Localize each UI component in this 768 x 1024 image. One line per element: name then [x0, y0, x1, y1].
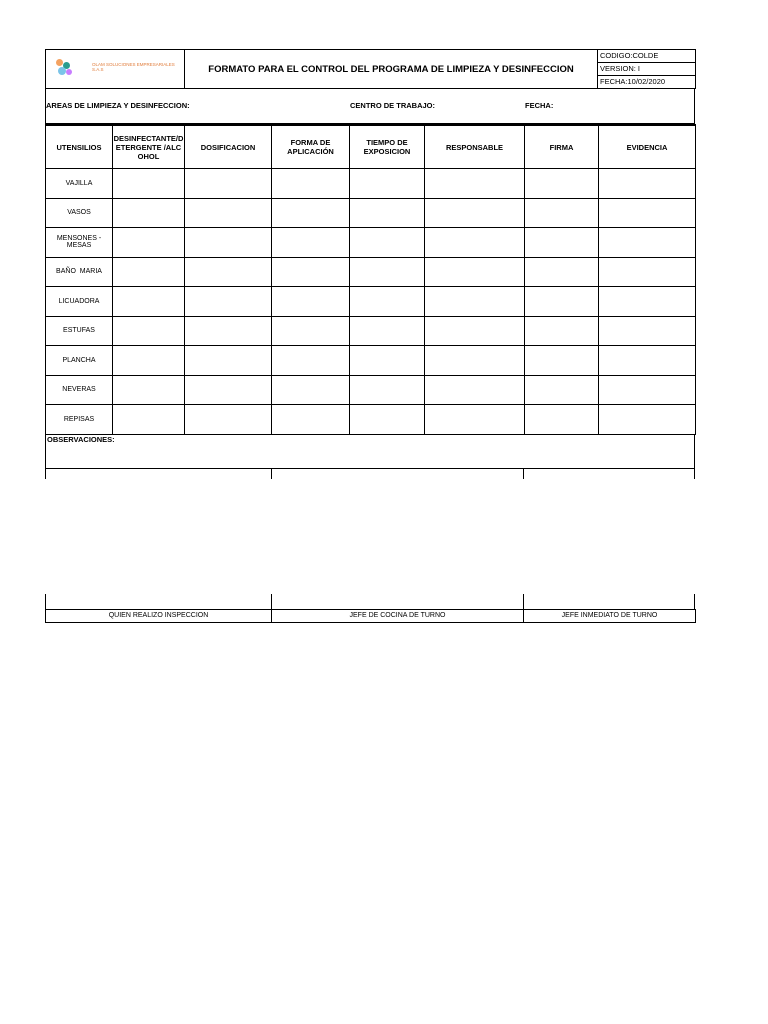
signature-label-chef: JEFE DE COCINA DE TURNO	[272, 609, 524, 622]
cell[interactable]	[350, 169, 425, 199]
cell[interactable]	[350, 257, 425, 287]
cell[interactable]	[350, 228, 425, 258]
cell[interactable]	[525, 375, 599, 405]
cell[interactable]	[113, 316, 185, 346]
cell[interactable]	[113, 228, 185, 258]
cell[interactable]	[599, 287, 696, 317]
cell[interactable]	[185, 198, 272, 228]
utensil-name: VAJILLA	[46, 169, 113, 199]
form-header	[45, 49, 696, 89]
cell[interactable]	[525, 346, 599, 376]
table-row	[46, 287, 696, 317]
column-header: EVIDENCIA	[599, 125, 696, 169]
cell[interactable]	[272, 375, 350, 405]
cell[interactable]	[185, 405, 272, 435]
cell[interactable]	[113, 198, 185, 228]
signature-label-supervisor: JEFE INMEDIATO DE TURNO	[524, 609, 696, 622]
cell[interactable]	[272, 316, 350, 346]
cell[interactable]	[425, 287, 525, 317]
column-header: UTENSILIOS	[46, 125, 113, 169]
cell[interactable]	[425, 257, 525, 287]
cell[interactable]	[525, 316, 599, 346]
cleaning-control-form	[45, 49, 695, 623]
cell[interactable]	[425, 228, 525, 258]
centro-label: CENTRO DE TRABAJO:	[350, 101, 436, 110]
utensil-name: VASOS	[46, 198, 113, 228]
cell[interactable]	[525, 169, 599, 199]
observations-box[interactable]	[45, 435, 695, 469]
utensil-name: PLANCHA	[46, 346, 113, 376]
table-row	[46, 316, 696, 346]
column-header: RESPONSABLE	[425, 125, 525, 169]
utensil-name: ESTUFAS	[46, 316, 113, 346]
cell[interactable]	[599, 375, 696, 405]
table-row	[46, 257, 696, 287]
cell[interactable]	[272, 169, 350, 199]
cell[interactable]	[425, 198, 525, 228]
cell[interactable]	[272, 405, 350, 435]
cell[interactable]	[350, 405, 425, 435]
cell[interactable]	[185, 346, 272, 376]
cell[interactable]	[599, 316, 696, 346]
cell[interactable]	[272, 346, 350, 376]
cell[interactable]	[525, 257, 599, 287]
observations-label: OBSERVACIONES:	[47, 434, 115, 444]
table-row	[46, 169, 696, 199]
date-label: FECHA:10/02/2020	[598, 76, 696, 89]
cell[interactable]	[425, 346, 525, 376]
table-header-row	[46, 125, 696, 169]
cell[interactable]	[425, 169, 525, 199]
utensil-name: LICUADORA	[46, 287, 113, 317]
signature-table	[45, 609, 696, 623]
table-row	[46, 405, 696, 435]
column-header: DESINFECTANTE/DETERGENTE /ALCOHOL	[113, 125, 185, 169]
form-title: FORMATO PARA EL CONTROL DEL PROGRAMA DE LIMPIEZA Y DESINFECCION	[185, 50, 598, 89]
cell[interactable]	[350, 198, 425, 228]
cell[interactable]	[525, 287, 599, 317]
company-logo-icon	[54, 57, 74, 77]
cell[interactable]	[425, 375, 525, 405]
cell[interactable]	[185, 287, 272, 317]
company-name: OLAM SOLUCIONES EMPRESARIALES S.A.S	[92, 62, 175, 72]
cell[interactable]	[272, 228, 350, 258]
cell[interactable]	[272, 257, 350, 287]
cell[interactable]	[113, 169, 185, 199]
cell[interactable]	[599, 405, 696, 435]
cell[interactable]	[185, 316, 272, 346]
column-header: DOSIFICACION	[185, 125, 272, 169]
fecha-field-label: FECHA:	[525, 101, 554, 110]
utensil-name: MENSONES - MESAS	[46, 228, 113, 258]
code-label: CODIGO:COLDE	[598, 50, 696, 63]
cell[interactable]	[425, 405, 525, 435]
utensil-name: REPISAS	[46, 405, 113, 435]
cell[interactable]	[113, 375, 185, 405]
cell[interactable]	[599, 346, 696, 376]
cell[interactable]	[272, 287, 350, 317]
table-row	[46, 375, 696, 405]
version-label: VERSION: I	[598, 63, 696, 76]
cell[interactable]	[272, 198, 350, 228]
signature-label-inspector: QUIEN REALIZO INSPECCION	[46, 609, 272, 622]
cell[interactable]	[185, 375, 272, 405]
cell[interactable]	[113, 405, 185, 435]
cell[interactable]	[113, 287, 185, 317]
cell[interactable]	[350, 375, 425, 405]
cell[interactable]	[185, 228, 272, 258]
info-row	[45, 89, 695, 124]
column-header: TIEMPO DE EXPOSICION	[350, 125, 425, 169]
cell[interactable]	[525, 228, 599, 258]
cell[interactable]	[350, 287, 425, 317]
cell[interactable]	[113, 257, 185, 287]
cell[interactable]	[599, 169, 696, 199]
cell[interactable]	[185, 169, 272, 199]
column-header: FIRMA	[525, 125, 599, 169]
cell[interactable]	[599, 198, 696, 228]
cell[interactable]	[113, 346, 185, 376]
cell[interactable]	[350, 316, 425, 346]
logo-cell	[46, 50, 185, 89]
signature-area	[45, 469, 695, 609]
cell[interactable]	[185, 257, 272, 287]
cleaning-table	[45, 124, 696, 435]
areas-label: AREAS DE LIMPIEZA Y DESINFECCION:	[46, 101, 190, 110]
utensil-name: NEVERAS	[46, 375, 113, 405]
cell[interactable]	[525, 198, 599, 228]
cell[interactable]	[599, 228, 696, 258]
table-row	[46, 346, 696, 376]
cell[interactable]	[425, 316, 525, 346]
cell[interactable]	[350, 346, 425, 376]
cell[interactable]	[525, 405, 599, 435]
table-row	[46, 198, 696, 228]
utensil-name: BAÑO MARIA	[46, 257, 113, 287]
table-row	[46, 228, 696, 258]
cell[interactable]	[599, 257, 696, 287]
column-header: FORMA DE APLICACIÓN	[272, 125, 350, 169]
